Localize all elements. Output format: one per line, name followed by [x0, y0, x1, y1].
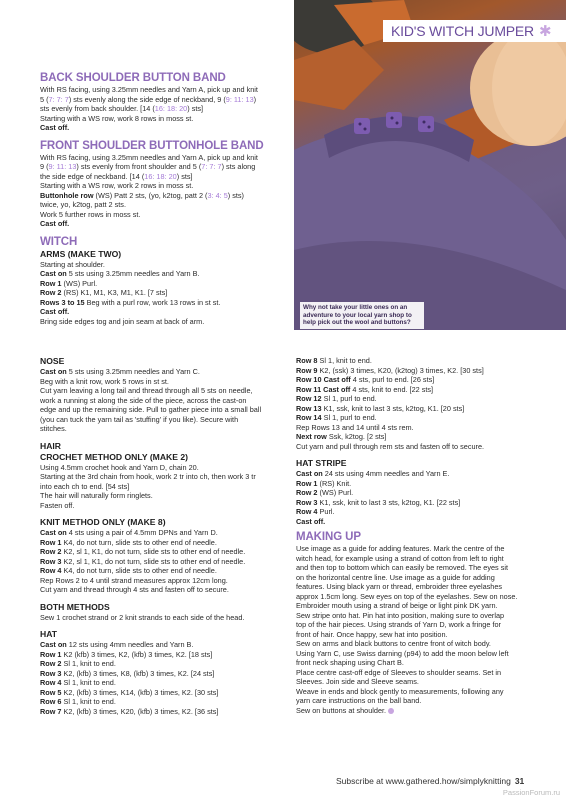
text-line: Sew on arms and black buttons to centre front of witch body.	[296, 639, 491, 648]
text-line: Row 2 Sl 1, knit to end.	[40, 659, 116, 668]
subsection-title: NOSE	[40, 356, 65, 366]
text-line: Cut yarn leaving a long tail and thread through all 5 sts on needle,	[40, 386, 253, 395]
text-line: Sew stripe onto hat. Pin hat into position, making sure to overlap	[296, 610, 505, 620]
text-line: Row 10 Cast off 4 sts, purl to end. [26 sts]	[296, 375, 435, 384]
button-icon	[354, 118, 370, 134]
text-line: into each ch to end. [54 sts]	[40, 481, 130, 491]
text-line: With RS facing, using 3.25mm needles and Yarn A, pick up and knit	[40, 152, 258, 162]
text-line: Beg with a knit row, work 5 rows in st st.	[40, 376, 169, 386]
text-line: Row 7 K2, (kfb) 3 times, K20, (kfb) 3 times, K2. [36 sts]	[40, 706, 219, 716]
text-line: Row 4 Sl 1, knit to end.	[40, 678, 116, 687]
text-line: Row 4 Purl.	[296, 507, 335, 516]
text-line: Weave in ends and block gently to measurements, following any	[296, 686, 504, 696]
text-line: Place centre cast-off edge of Sleeves to shoulder seams. Set in	[296, 667, 502, 677]
page-number: 31	[514, 776, 525, 786]
banner-title: KID'S WITCH JUMPER	[391, 23, 534, 39]
text-line: front neck shaping using Chart B.	[296, 658, 404, 667]
end-bullet-icon	[388, 708, 394, 714]
text-line: Starting at the 3rd chain from hook, work 2 tr into ch, then work 3 tr	[40, 472, 256, 481]
text-line: Embroider mouth using a strand of beige or light pink DK yarn.	[296, 601, 498, 610]
text-line: Row 4 K4, do not turn, slide sts to other end of needle.	[40, 566, 217, 575]
text-line: Row 11 Cast off 4 sts, knit to end. [22 sts]	[296, 384, 434, 394]
jumper-photo	[294, 0, 566, 330]
text-line: (you can tuck the yarn tail as 'stuffing' if you like). Secure with	[40, 414, 239, 424]
button-icon	[386, 112, 402, 128]
text-line: yarn care instructions on the ball band.	[296, 696, 422, 705]
left-column-bottom	[40, 356, 286, 716]
text-line: 9 (9: 11: 13) sts evenly from front shoulder and 5 (7: 7: 7) sts along	[40, 162, 256, 171]
text-line: Row 3 K2, sl 1, K1, do not turn, slide sts to other end of needle.	[40, 556, 246, 566]
text-line: work a running st along the side of the piece, across the cast-on	[40, 395, 247, 405]
subsection-title: HAT	[40, 629, 58, 639]
text-line: Row 12 Sl 1, purl to end.	[296, 394, 377, 403]
text-line: 5 (7: 7: 7) sts evenly along the side edge of neckband, 9 (9: 11: 13)	[40, 94, 257, 104]
text-line: Row 2 (WS) Purl.	[296, 488, 354, 497]
star-icon: ✱	[538, 23, 552, 40]
text-line: front of hair. Once happy, sew hat into position.	[296, 629, 448, 639]
text-line: Using Yarn C, use Swiss darning (p94) to add the moon below left	[296, 648, 509, 658]
text-line: witch head, for example using a strand of cotton from left to right	[296, 553, 504, 563]
text-line: stitches.	[40, 424, 67, 433]
subsection-title: CROCHET METHOD ONLY (MAKE 2)	[40, 451, 189, 462]
photo-illustration	[294, 0, 566, 330]
text-line: Row 1 (RS) Knit.	[296, 478, 352, 488]
text-line: Cast on 5 sts using 3.25mm needles and Yarn B.	[40, 269, 200, 278]
text-line: Sew 1 crochet strand or 2 knit strands to each side of the head.	[40, 612, 245, 622]
text-line: Cast off.	[296, 516, 326, 526]
text-line: Work 5 further rows in moss st.	[40, 209, 141, 219]
photo-caption: Why not take your little ones on an adventure to your local yarn shop to help pick out the wool and buttons?	[300, 302, 424, 329]
text-line: sts evenly from back shoulder. [14 (16: 18: 20) sts]	[40, 104, 204, 113]
text-line: Row 3 K2, (kfb) 3 times, K8, (kfb) 3 times, K2. [24 sts]	[40, 668, 215, 678]
text-line: Cut yarn and thread through 4 sts and fasten off to secure.	[40, 585, 229, 594]
right-column	[296, 356, 530, 715]
text-line: features. Using black yarn or thread, embroider three eyelashes	[296, 582, 503, 591]
text-line: Starting at shoulder.	[40, 259, 105, 269]
text-line: Row 2 (RS) K1, M1, K3, M1, K1. [7 sts]	[40, 288, 168, 297]
text-line: Cast on 4 sts using a pair of 4.5mm DPNs and Yarn D.	[40, 528, 218, 537]
section-title: FRONT SHOULDER BUTTONHOLE BAND	[40, 139, 264, 152]
text-line: Using 4.5mm crochet hook and Yarn D, chain 20.	[40, 462, 199, 472]
text-line: Row 3 K1, ssk, knit to last 3 sts, k2tog, K1. [22 sts]	[296, 497, 461, 507]
text-line: Row 6 Sl 1, knit to end.	[40, 697, 116, 706]
section-title: BACK SHOULDER BUTTON BAND	[40, 72, 226, 84]
text-line: and then top to bottom which can easily be removed. The eyes sit	[296, 563, 509, 572]
button-icon	[418, 116, 434, 132]
text-line: Row 14 Sl 1, purl to end.	[296, 413, 377, 422]
text-line: Rep Rows 13 and 14 until 4 sts rem.	[296, 422, 414, 432]
text-line: Cut yarn and pull through rem sts and fasten off to secure.	[296, 441, 485, 451]
text-line: Cast off.	[40, 307, 70, 316]
text-line: Buttonhole row (WS) Patt 2 sts, (yo, k2tog, patt 2 (3: 4: 5) sts)	[40, 190, 244, 200]
text-line: Row 13 K1, ssk, knit to last 3 sts, k2tog, K1. [20 sts]	[296, 403, 465, 413]
text-line: approx 1.5cm long. Sew eyes on top of the eyelashes. Sew on nose.	[296, 591, 518, 601]
text-line: Cast on 5 sts using 3.25mm needles and Yarn C.	[40, 367, 200, 376]
text-line: Next row Ssk, k2tog. [2 sts]	[296, 432, 387, 441]
text-line: With RS facing, using 3.25mm needles and Yarn A, pick up and knit	[40, 85, 258, 94]
text-line: Row 2 K2, sl 1, K1, do not turn, slide sts to other end of needle.	[40, 547, 246, 556]
text-line: Row 1 K2 (kfb) 3 times, K2, (kfb) 3 times, K2. [18 sts]	[40, 649, 213, 659]
subscribe-link[interactable]: Subscribe at www.gathered.how/simplyknitting	[336, 776, 511, 786]
text-line: edge and up the remaining side. Pull to gather piece into a small ball	[40, 405, 262, 414]
text-line: The hair will naturally form ringlets.	[40, 491, 153, 500]
subsection-title: HAT STRIPE	[296, 458, 347, 468]
section-title: WITCH	[40, 235, 78, 248]
text-line: Use image as a guide for adding features. Mark the centre of the	[296, 544, 505, 553]
text-line: Rows 3 to 15 Beg with a purl row, work 13 rows in st st.	[40, 297, 221, 307]
text-line: Row 1 (WS) Purl.	[40, 278, 98, 288]
text-line: Fasten off.	[40, 500, 75, 510]
text-line: Cast on 12 sts using 4mm needles and Yarn B.	[40, 640, 194, 649]
text-line: Bring side edges tog and join seam at back of arm.	[40, 316, 205, 326]
subsection-title: BOTH METHODS	[40, 601, 110, 612]
subsection-title: HAIR	[40, 440, 62, 451]
text-line: the side edge of neckband. [14 (16: 18: 20) sts]	[40, 171, 193, 181]
subsection-title: ARMS (MAKE TWO)	[40, 248, 122, 259]
text-line: Row 8 Sl 1, knit to end.	[296, 356, 372, 365]
left-column-top	[40, 72, 286, 326]
page-footer	[336, 776, 524, 786]
text-line: twice, yo, k2tog, patt 2 sts.	[40, 200, 126, 209]
text-line: Starting with a WS row, work 8 rows in moss st.	[40, 113, 194, 123]
text-line: Cast on 24 sts using 4mm needles and Yarn E.	[296, 469, 450, 478]
watermark: PassionForum.ru	[502, 788, 560, 797]
text-line: Row 1 K4, do not turn, slide sts to other end of needle.	[40, 537, 217, 547]
text-line: Starting with a WS row, work 2 rows in moss st.	[40, 181, 194, 190]
text-line: top of the hair pieces. Using strands of Yarn D, work a fringe for	[296, 620, 501, 629]
header-banner	[383, 20, 566, 42]
subsection-title: KNIT METHOD ONLY (MAKE 8)	[40, 517, 166, 527]
text-line: Sleeves. Join side and Sleeve seams.	[296, 677, 419, 686]
text-line: Cast off.	[40, 219, 70, 228]
text-line: on the horizontal centre line. Use image as a guide for adding	[296, 572, 495, 582]
section-title: MAKING UP	[296, 531, 361, 543]
text-line: Cast off.	[40, 123, 70, 132]
text-line: Row 5 K2, (kfb) 3 times, K14, (kfb) 3 times, K2. [30 sts]	[40, 687, 219, 697]
autumn-leaf	[294, 40, 384, 110]
text-line: Row 9 K2, (ssk) 3 times, K20, (k2tog) 3 times, K2. [30 sts]	[296, 365, 484, 375]
text-line: Sew on buttons at shoulder.	[296, 706, 530, 716]
text-line: Rep Rows 2 to 4 until strand measures approx 12cm long.	[40, 575, 228, 585]
